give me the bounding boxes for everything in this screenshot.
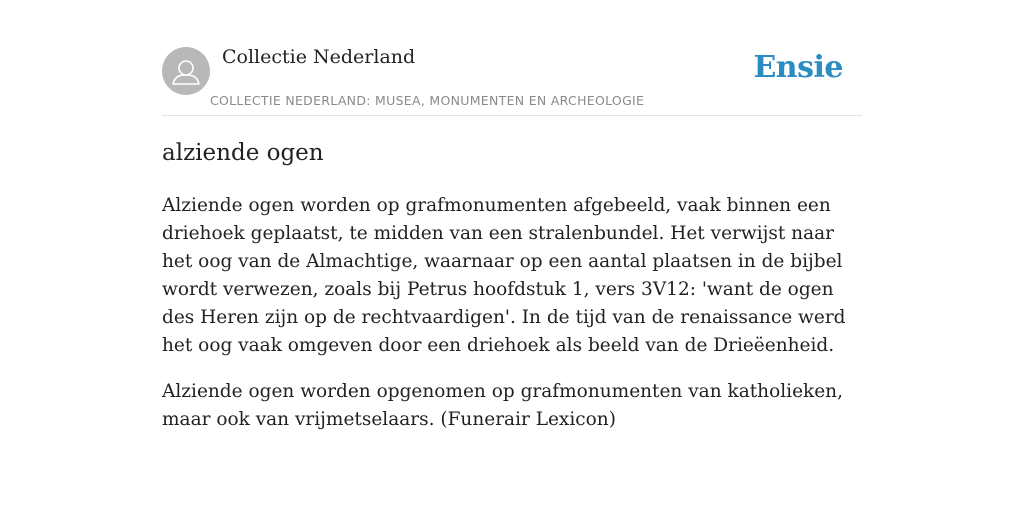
article-paragraph: Alziende ogen worden op grafmonumenten afgebeeld, vaak binnen een driehoek geplaatst, te midden van een stralenbundel. Het verwijst naar het oog van de Almachtige, waarnaar op een aantal plaatsen in de bijbel wordt verwezen, zoals bij Petrus hoofdstuk 1, vers 3V12: 'want de ogen des Heren zijn op de rechtvaardigen'. In de tijd van de renaissance werd het oog vaak omgeven door een driehoek als beeld van de Drieëenheid. bbox=[162, 195, 846, 356]
author-avatar[interactable] bbox=[162, 47, 210, 95]
user-icon bbox=[162, 47, 210, 95]
article-paragraph: Alziende ogen worden opgenomen op grafmonumenten van katholieken, maar ook van vrijmetselaars. (Funerair Lexicon) bbox=[162, 381, 843, 430]
author-name-link[interactable]: Collectie Nederland bbox=[222, 46, 416, 68]
source-label: COLLECTIE NEDERLAND: MUSEA, MONUMENTEN EN ARCHEOLOGIE bbox=[210, 93, 645, 108]
ensie-logo[interactable]: Ensie bbox=[753, 50, 843, 85]
article-body bbox=[162, 192, 862, 452]
page-container bbox=[162, 0, 862, 430]
article-title: alziende ogen bbox=[162, 140, 324, 166]
page-header bbox=[162, 0, 862, 116]
